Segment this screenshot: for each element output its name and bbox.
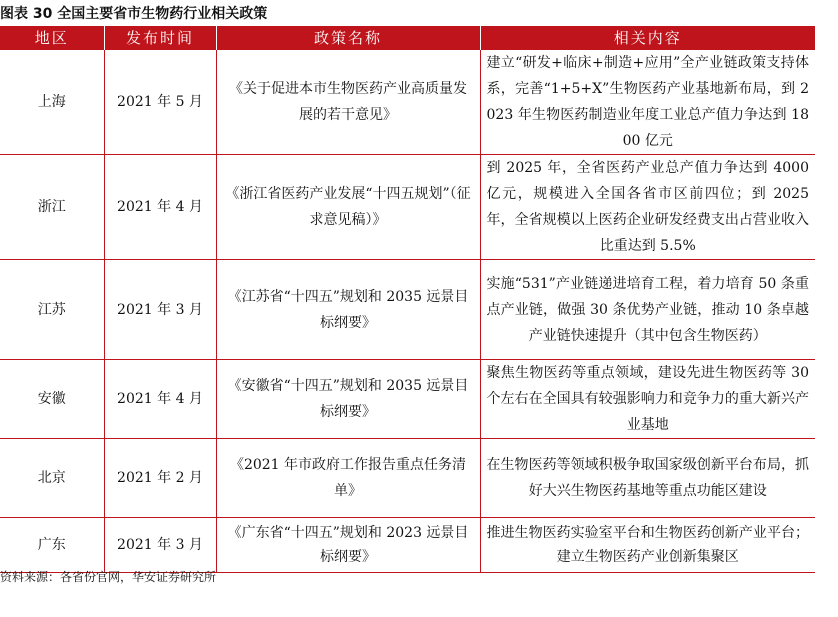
source-note: 资料来源：各省份官网，华安证券研究所 xyxy=(0,570,217,584)
table-row xyxy=(0,155,815,260)
table-row xyxy=(0,260,815,360)
table-row xyxy=(0,518,815,573)
cell-region: 浙江 xyxy=(0,155,104,260)
cell-policy: 《2021 年市政府工作报告重点任务清单》 xyxy=(216,439,480,518)
table-caption: 图表 30 全国主要省市生物药行业相关政策 xyxy=(0,6,268,22)
cell-content: 建立“研发+临床+制造+应用”全产业链政策支持体系，完善“1+5+X”生物医药产业基地新布局，到 2023 年生物医药制造业年度工业总产值力争达到 1800 亿元 xyxy=(480,50,815,155)
cell-date: 2021 年 2 月 xyxy=(104,439,216,518)
cell-date: 2021 年 5 月 xyxy=(104,50,216,155)
cell-policy: 《江苏省“十四五”规划和 2035 远景目标纲要》 xyxy=(216,260,480,360)
cell-content: 实施“531”产业链递进培育工程，着力培育 50 条重点产业链，做强 30 条优势产业链，推动 10 条卓越产业链快速提升（其中包含生物医药） xyxy=(480,260,815,360)
cell-date: 2021 年 4 月 xyxy=(104,360,216,439)
cell-content: 聚焦生物医药等重点领域，建设先进生物医药等 30 个左右在全国具有较强影响力和竞争力的重大新兴产业基地 xyxy=(480,360,815,439)
header-region: 地区 xyxy=(0,26,104,50)
cell-policy: 《关于促进本市生物医药产业高质量发展的若干意见》 xyxy=(216,50,480,155)
table-header-row xyxy=(0,26,815,50)
cell-policy: 《广东省“十四五”规划和 2023 远景目标纲要》 xyxy=(216,518,480,573)
cell-region: 安徽 xyxy=(0,360,104,439)
table-row xyxy=(0,360,815,439)
cell-date: 2021 年 4 月 xyxy=(104,155,216,260)
cell-region: 北京 xyxy=(0,439,104,518)
policy-table xyxy=(0,26,815,573)
cell-date: 2021 年 3 月 xyxy=(104,260,216,360)
cell-region: 上海 xyxy=(0,50,104,155)
cell-content: 到 2025 年，全省医药产业总产值力争达到 4000 亿元，规模进入全国各省市区前四位；到 2025 年，全省规模以上医药企业研发经费支出占营业收入比重达到 5.5% xyxy=(480,155,815,260)
cell-date: 2021 年 3 月 xyxy=(104,518,216,573)
cell-region: 江苏 xyxy=(0,260,104,360)
table-row xyxy=(0,439,815,518)
table-row xyxy=(0,50,815,155)
cell-content: 推进生物医药实验室平台和生物医药创新产业平台；建立生物医药产业创新集聚区 xyxy=(480,518,815,573)
header-policy: 政策名称 xyxy=(216,26,480,50)
header-content: 相关内容 xyxy=(480,26,815,50)
cell-policy: 《安徽省“十四五”规划和 2035 远景目标纲要》 xyxy=(216,360,480,439)
header-date: 发布时间 xyxy=(104,26,216,50)
cell-content: 在生物医药等领域积极争取国家级创新平台布局，抓好大兴生物医药基地等重点功能区建设 xyxy=(480,439,815,518)
cell-policy: 《浙江省医药产业发展“十四五规划”（征求意见稿）》 xyxy=(216,155,480,260)
cell-region: 广东 xyxy=(0,518,104,573)
